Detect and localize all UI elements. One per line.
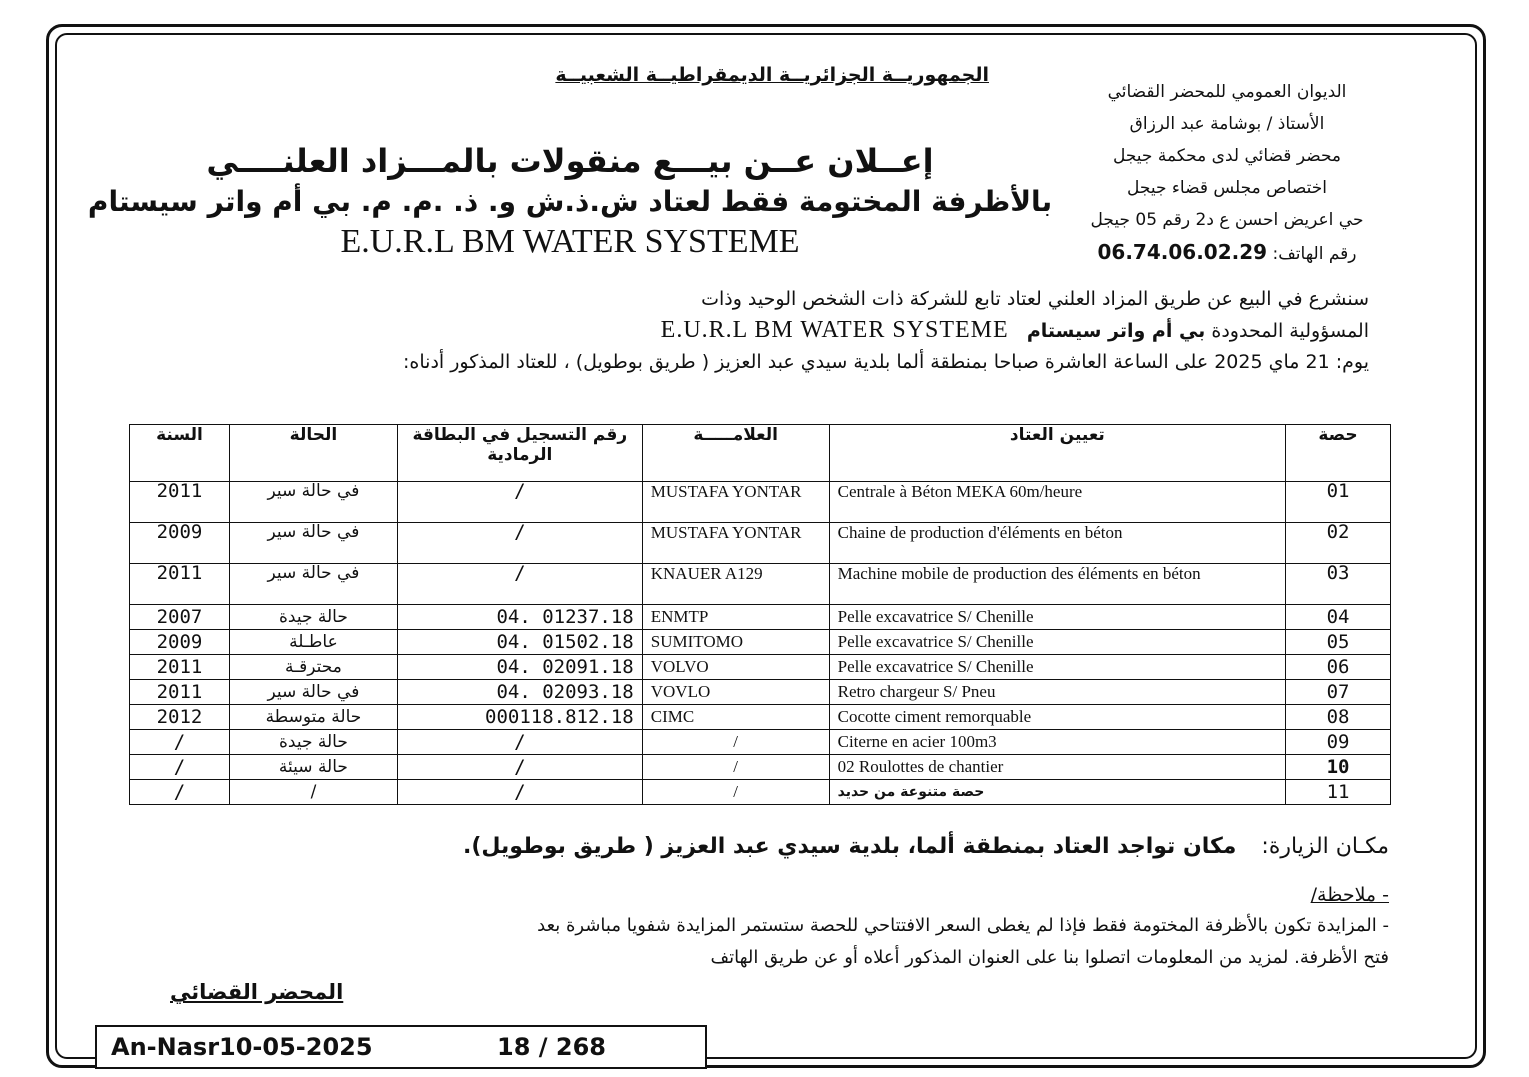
- title-line-3: E.U.R.L BM WATER SYSTEME: [340, 223, 800, 260]
- cell-lot: 07: [1286, 680, 1391, 705]
- cell-condition: حالة سيئة: [230, 755, 398, 780]
- cell-year: 2012: [130, 705, 230, 730]
- note-heading: - ملاحظة/: [1310, 884, 1389, 906]
- cell-designation: Pelle excavatrice S/ Chenille: [829, 655, 1285, 680]
- cell-designation: Machine mobile de production des éléments en béton: [829, 564, 1285, 605]
- cell-registration: /: [397, 482, 642, 523]
- cell-brand: MUSTAFA YONTAR: [642, 482, 829, 523]
- cell-brand: MUSTAFA YONTAR: [642, 523, 829, 564]
- office-phone-line: [1017, 236, 1437, 270]
- table-row: [130, 605, 1391, 630]
- phone-number: 06.74.06.02.29: [1097, 240, 1268, 264]
- intro-company-name-ar: بي أم واتر سيستام: [1026, 320, 1206, 342]
- cell-lot: 01: [1286, 482, 1391, 523]
- office-line: الأستاذ / بوشامة عبد الرزاق: [1129, 114, 1325, 134]
- cell-year: 2011: [130, 680, 230, 705]
- cell-lot: 10: [1286, 755, 1391, 780]
- cell-registration: /: [397, 730, 642, 755]
- note-body: [169, 910, 1389, 974]
- table-row: [130, 655, 1391, 680]
- cell-lot: 03: [1286, 564, 1391, 605]
- cell-lot: 05: [1286, 630, 1391, 655]
- intro-line-1: سنشرع في البيع عن طريق المزاد العلني لعتاد تابع للشركة ذات الشخص الوحيد وذات: [701, 288, 1369, 310]
- phone-label: رقم الهاتف:: [1272, 244, 1357, 264]
- intro-company-type: المسؤولية المحدودة: [1211, 320, 1369, 342]
- note-line-1: - المزايدة تكون بالأظرفة المختومة فقط فإذا لم يغطى السعر الافتتاحي للحصة ستستمر المزايدة شفويا مباشرة بعد: [537, 915, 1389, 936]
- header-lot: حصة: [1286, 425, 1391, 482]
- visit-value: مكان تواجد العتاد بمنطقة ألما، بلدية سيدي عبد العزيز ( طريق بوطويل).: [463, 834, 1237, 859]
- header-registration: رقم التسجيل في البطاقة الرمادية: [397, 425, 642, 482]
- table-row: [130, 482, 1391, 523]
- table-row: [130, 755, 1391, 780]
- cell-condition: في حالة سير: [230, 680, 398, 705]
- cell-lot: 11: [1286, 780, 1391, 805]
- cell-year: /: [130, 780, 230, 805]
- cell-lot: 08: [1286, 705, 1391, 730]
- publication-footer: [95, 1025, 707, 1069]
- cell-brand: CIMC: [642, 705, 829, 730]
- intro-line-3: يوم: 21 ماي 2025 على الساعة العاشرة صباحا بمنطقة ألما بلدية سيدي عبد العزيز ( طريق بوطويل) ، للعتاد المذكور أدناه:: [403, 351, 1369, 373]
- cell-designation: Chaine de production d'éléments en béton: [829, 523, 1285, 564]
- cell-brand: /: [642, 730, 829, 755]
- intro-company-name-lat: E.U.R.L BM WATER SYSTEME: [660, 317, 1009, 343]
- cell-designation: 02 Roulottes de chantier: [829, 755, 1285, 780]
- header-year: السنة: [130, 425, 230, 482]
- cell-lot: 09: [1286, 730, 1391, 755]
- cell-lot: 02: [1286, 523, 1391, 564]
- cell-condition: في حالة سير: [230, 523, 398, 564]
- cell-brand: VOVLO: [642, 680, 829, 705]
- cell-designation: Cocotte ciment remorquable: [829, 705, 1285, 730]
- cell-brand: ENMTP: [642, 605, 829, 630]
- cell-designation: Centrale à Béton MEKA 60m/heure: [829, 482, 1285, 523]
- visit-location: [463, 834, 1389, 859]
- intro-paragraph: [169, 284, 1369, 378]
- cell-condition: حالة جيدة: [230, 605, 398, 630]
- cell-registration: /: [397, 523, 642, 564]
- office-line: محضر قضائي لدى محكمة جيجل: [1112, 146, 1342, 166]
- cell-brand: KNAUER A129: [642, 564, 829, 605]
- cell-condition: /: [230, 780, 398, 805]
- table-row: [130, 780, 1391, 805]
- cell-lot: 06: [1286, 655, 1391, 680]
- table-header-row: [130, 425, 1391, 482]
- cell-registration: /: [397, 780, 642, 805]
- cell-condition: حالة جيدة: [230, 730, 398, 755]
- publication-name: An-Nasr10-05-2025: [111, 1033, 373, 1061]
- title-line-2: بالأظرفة المختومة فقط لعتاد ش.ذ.ش و. ذ. .م. م. بي أم واتر سيستام: [87, 185, 1053, 218]
- cell-condition: عاطـلة: [230, 630, 398, 655]
- visit-label: مكـان الزيارة:: [1261, 834, 1389, 859]
- cell-year: 2007: [130, 605, 230, 630]
- equipment-table: [129, 424, 1391, 805]
- cell-brand: /: [642, 780, 829, 805]
- cell-designation: حصة متنوعة من حديد: [829, 780, 1285, 805]
- cell-registration: /: [397, 564, 642, 605]
- cell-condition: محترقـة: [230, 655, 398, 680]
- table-row: [130, 705, 1391, 730]
- cell-condition: حالة متوسطة: [230, 705, 398, 730]
- cell-brand: /: [642, 755, 829, 780]
- table-row: [130, 730, 1391, 755]
- office-line: حي اعريض احسن ع د2 رقم 05 جيجل: [1090, 210, 1364, 230]
- table-row: [130, 680, 1391, 705]
- cell-year: /: [130, 755, 230, 780]
- cell-condition: في حالة سير: [230, 564, 398, 605]
- cell-lot: 04: [1286, 605, 1391, 630]
- cell-year: /: [130, 730, 230, 755]
- announcement-title: [70, 140, 1070, 262]
- cell-condition: في حالة سير: [230, 482, 398, 523]
- cell-brand: SUMITOMO: [642, 630, 829, 655]
- cell-registration: 000118.812.18: [397, 705, 642, 730]
- cell-registration: 04. 02093.18: [397, 680, 642, 705]
- header-designation: تعيين العتاد: [829, 425, 1285, 482]
- title-line-1: إعــلان عــن بيـــع منقولات بالمـــزاد العلنــــي: [206, 142, 934, 180]
- cell-registration: 04. 01237.18: [397, 605, 642, 630]
- cell-year: 2011: [130, 564, 230, 605]
- cell-year: 2011: [130, 482, 230, 523]
- cell-registration: 04. 01502.18: [397, 630, 642, 655]
- cell-registration: 04. 02091.18: [397, 655, 642, 680]
- table-row: [130, 523, 1391, 564]
- header-brand: العلامـــــة: [642, 425, 829, 482]
- signature: المحضر القضائي: [170, 980, 344, 1004]
- table-row: [130, 630, 1391, 655]
- cell-year: 2009: [130, 630, 230, 655]
- cell-designation: Pelle excavatrice S/ Chenille: [829, 605, 1285, 630]
- cell-designation: Citerne en acier 100m3: [829, 730, 1285, 755]
- cell-designation: Retro chargeur S/ Pneu: [829, 680, 1285, 705]
- header-condition: الحالة: [230, 425, 398, 482]
- intro-line-2: [169, 315, 1369, 347]
- office-line: الديوان العمومي للمحضر القضائي: [1107, 82, 1347, 102]
- cell-year: 2009: [130, 523, 230, 564]
- cell-year: 2011: [130, 655, 230, 680]
- office-line: اختصاص مجلس قضاء جيجل: [1127, 178, 1327, 198]
- cell-registration: /: [397, 755, 642, 780]
- republic-header: الجمهوريــة الجزائريــة الديمقراطيــة الشعبيــة: [555, 64, 989, 86]
- page-number: 18 / 268: [497, 1033, 606, 1061]
- cell-designation: Pelle excavatrice S/ Chenille: [829, 630, 1285, 655]
- cell-brand: VOLVO: [642, 655, 829, 680]
- note-line-2: فتح الأظرفة. لمزيد من المعلومات اتصلوا بنا على العنوان المذكور أعلاه أو عن طريق الهاتف: [710, 947, 1389, 968]
- table-row: [130, 564, 1391, 605]
- bailiff-office-block: [1017, 76, 1437, 270]
